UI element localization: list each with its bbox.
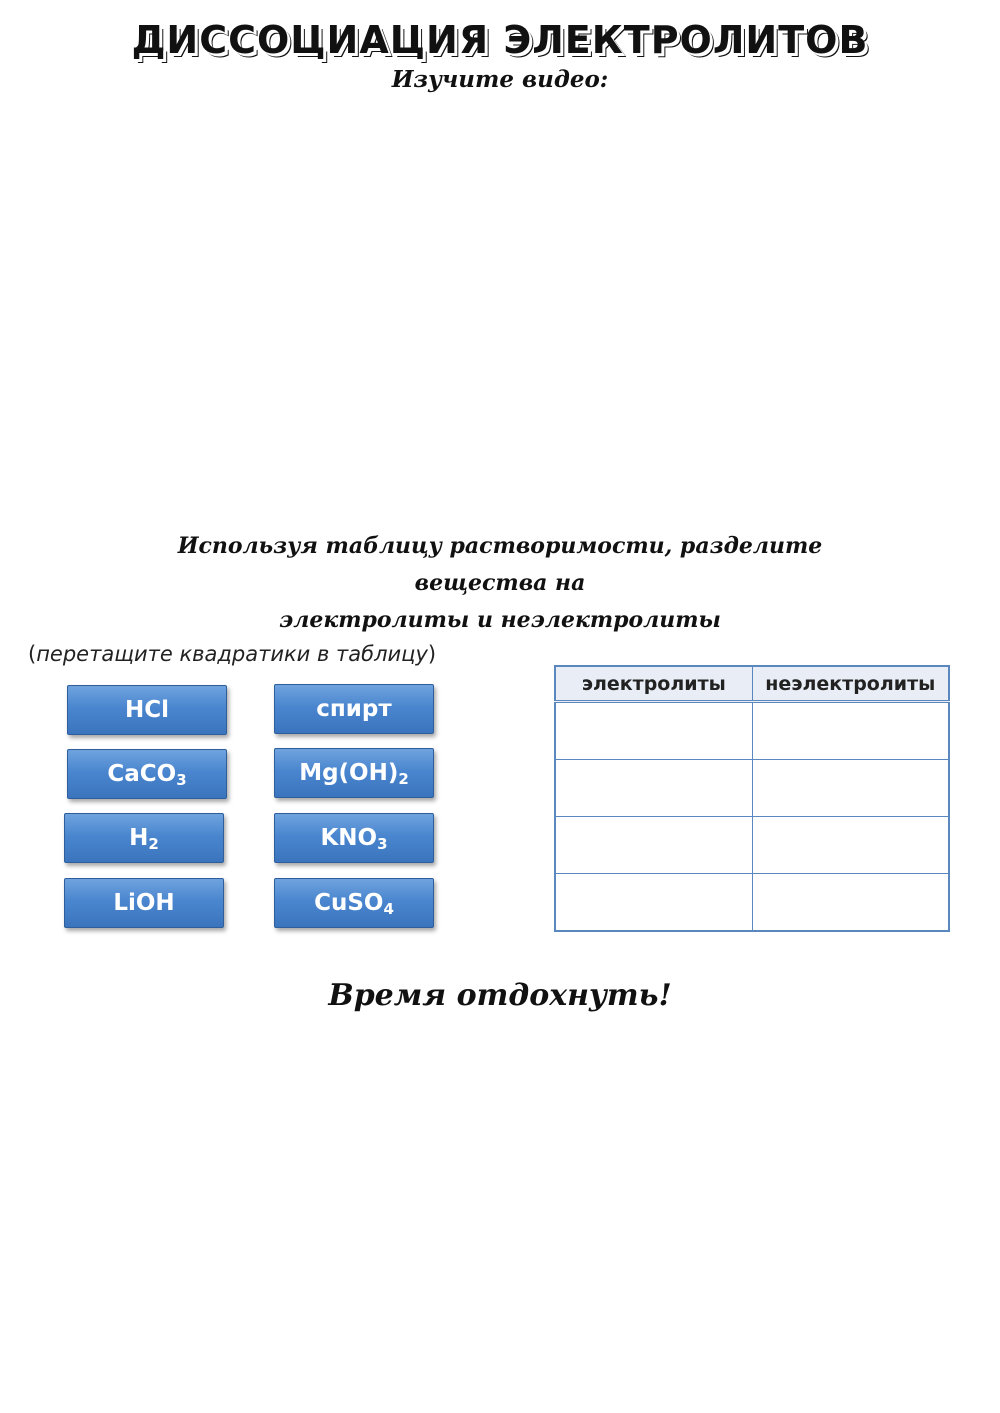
drop-cell-nonelectrolytes[interactable] <box>752 760 949 817</box>
tile-hcl[interactable] <box>67 685 227 735</box>
tile-mgoh2-label <box>299 760 409 786</box>
worksheet-title: ДИССОЦИАЦИЯ ЭЛЕКТРОЛИТОВ <box>131 18 869 62</box>
tile-h2[interactable] <box>64 813 224 863</box>
tile-cuso4-label <box>314 890 394 916</box>
tile-h2-label <box>129 825 159 851</box>
drop-cell-electrolytes[interactable] <box>555 817 752 874</box>
tile-lioh[interactable] <box>64 878 224 928</box>
tile-caco3-main: CaCO <box>107 761 177 787</box>
hint-paren-open: ( <box>28 642 37 666</box>
instruction-line-2: электролиты и неэлектролиты <box>279 607 721 633</box>
tile-caco3-label <box>107 761 186 787</box>
tile-spirt-label: спирт <box>316 696 392 722</box>
drop-cell-electrolytes[interactable] <box>555 760 752 817</box>
drag-hint <box>28 642 436 666</box>
table-row <box>555 760 949 817</box>
table-row <box>555 702 949 760</box>
column-electrolytes: электролиты <box>555 666 752 702</box>
column-nonelectrolytes: неэлектролиты <box>752 666 949 702</box>
tile-h2-main: H <box>129 825 149 851</box>
task-instruction <box>120 528 880 639</box>
tile-mgoh2-sub: 2 <box>398 770 409 788</box>
sorting-table <box>554 665 950 932</box>
table-header-row <box>555 666 949 702</box>
drop-cell-electrolytes[interactable] <box>555 874 752 932</box>
tile-kno3-label <box>320 825 387 851</box>
tile-caco3-sub: 3 <box>176 771 187 789</box>
tile-lioh-label: LiOH <box>113 890 175 916</box>
rest-heading: Время отдохнуть! <box>328 978 672 1013</box>
tile-mgoh2-main: Mg(OH) <box>299 760 399 786</box>
table-row <box>555 817 949 874</box>
tile-hcl-label: HCl <box>124 697 169 723</box>
tile-cuso4[interactable] <box>274 878 434 928</box>
tile-cuso4-sub: 4 <box>383 900 394 918</box>
table-row <box>555 874 949 932</box>
tile-cuso4-main: CuSO <box>314 890 384 916</box>
tile-kno3-sub: 3 <box>377 835 388 853</box>
tile-kno3[interactable] <box>274 813 434 863</box>
drop-cell-electrolytes[interactable] <box>555 702 752 760</box>
tile-kno3-main: KNO <box>320 825 378 851</box>
hint-text: перетащите квадратики в таблицу <box>36 642 428 666</box>
drop-cell-nonelectrolytes[interactable] <box>752 702 949 760</box>
instruction-line-1: Используя таблицу растворимости, разделите вещества на <box>177 533 823 596</box>
drop-cell-nonelectrolytes[interactable] <box>752 817 949 874</box>
tile-h2-sub: 2 <box>148 835 159 853</box>
hint-paren-close: ) <box>427 642 437 666</box>
drop-cell-nonelectrolytes[interactable] <box>752 874 949 932</box>
tile-spirt[interactable] <box>274 684 434 734</box>
tile-caco3[interactable] <box>67 749 227 799</box>
tile-mgoh2[interactable] <box>274 748 434 798</box>
video-subtitle: Изучите видео: <box>391 66 609 93</box>
